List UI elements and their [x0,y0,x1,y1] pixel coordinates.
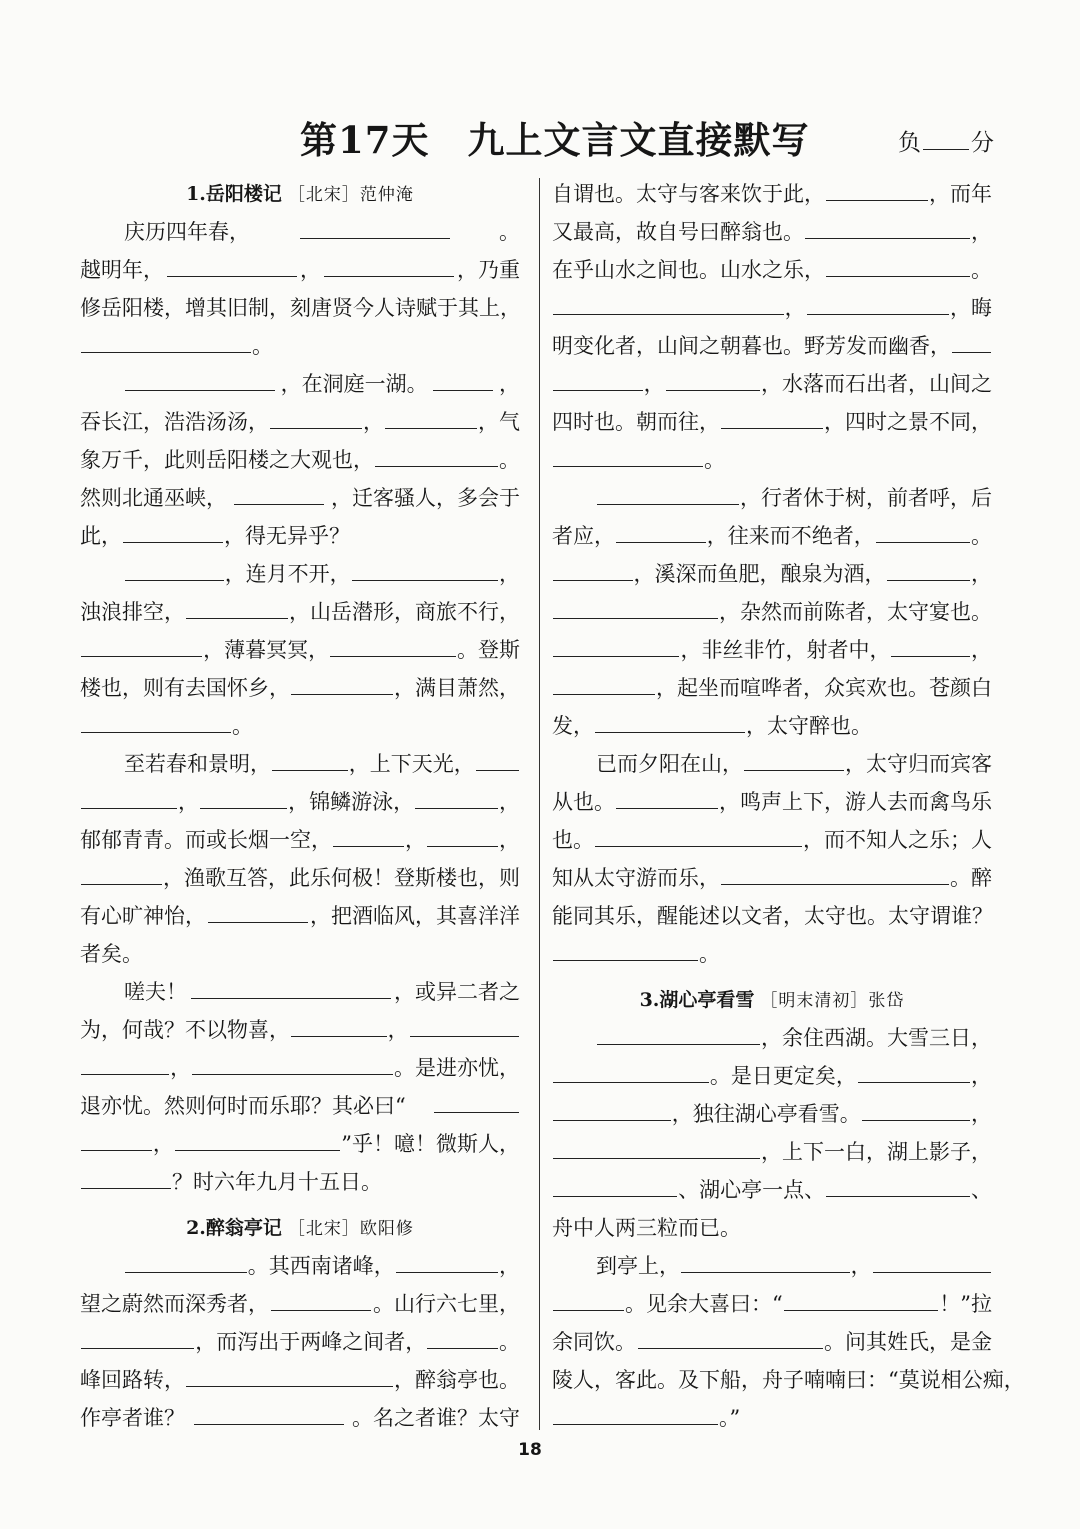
text-line [80,1361,520,1399]
line-text: ， [643,372,665,396]
fill-blank[interactable] [553,560,633,581]
line-text: ， [784,296,806,320]
text-line [80,973,520,1011]
line-text: 。是日更定矣， [709,1064,857,1088]
fill-blank[interactable] [638,1328,823,1349]
line-text: 修岳阳楼，增其旧制，刻唐贤今人诗赋于其上， [80,296,521,320]
text-line [552,1057,992,1095]
fill-blank[interactable] [427,1328,498,1349]
text-line [80,213,520,251]
text-line [80,1247,520,1285]
line-text: 。问其姓氏，是金 [824,1330,992,1354]
fill-blank[interactable] [291,1016,387,1037]
fill-blank[interactable] [175,1130,340,1151]
line-text: 此， [80,524,122,548]
line-text: 越明年， [80,258,164,282]
line-text: 嗟夫！ [124,980,187,1004]
fill-blank[interactable] [271,1290,371,1311]
line-text: 。醉 [950,866,992,890]
fill-blank[interactable] [186,1366,393,1387]
line-text: ， [971,220,992,244]
text-line [552,365,992,403]
text-line [552,745,992,783]
text-line [552,1399,992,1437]
text-line [80,631,520,669]
line-text: ， [300,258,321,282]
fill-blank[interactable] [81,1054,169,1075]
line-text: 庆历四年春， [124,220,250,244]
fill-blank[interactable] [597,484,739,505]
line-text: ！”拉 [939,1292,992,1316]
fill-blank[interactable] [81,864,162,885]
text-line [552,1361,1025,1399]
line-text: ，而泻出于两峰之间者， [195,1330,427,1354]
fill-blank[interactable] [330,636,456,657]
text-line [552,859,992,897]
line-text: ， [971,1102,992,1126]
text-line [80,365,520,403]
text-line [552,555,992,593]
text-line [80,479,520,517]
text-line [552,479,992,517]
fill-blank[interactable] [208,902,308,923]
line-text: ， [971,638,992,662]
text-line [80,593,520,631]
fill-blank[interactable] [891,636,970,657]
text-line [80,1323,520,1361]
fill-blank[interactable] [553,1100,671,1121]
fill-blank[interactable] [125,560,224,581]
line-text: 。 [699,942,720,966]
line-text: 有心旷神怡， [80,904,206,928]
line-text: ，非丝非竹，射者中， [680,638,891,662]
line-text: 。是进亦忧， [394,1056,520,1080]
section-title: 2.醉翁亭记 [186,1217,282,1239]
text-line [80,935,520,973]
fill-blank[interactable] [721,408,823,429]
line-text: 明变化者，山间之朝暮也。野芳发而幽香， [552,334,951,358]
fill-blank[interactable] [123,522,223,543]
line-text: 在乎山水之间也。山水之乐， [552,258,825,282]
fill-blank[interactable] [194,1404,344,1425]
section-heading [552,981,992,1019]
line-text: ，水落而石出者，山间之 [761,372,992,396]
line-text: 、 [971,1178,992,1202]
line-text: ，溪深而鱼肥，酿泉为酒， [633,562,886,586]
text-line [552,935,992,973]
fill-blank[interactable] [81,332,251,353]
text-line [552,1095,992,1133]
line-text: 。 [971,524,992,548]
line-text: 。 [499,448,520,472]
line-text: ， [387,1018,409,1042]
fill-blank[interactable] [434,1092,519,1113]
fill-blank[interactable] [167,256,297,277]
text-line [552,1209,992,1247]
text-line [80,327,520,365]
line-text: ，起坐而喧哗者，众宾欢也。苍颜白 [656,676,992,700]
page-number: 18 [518,1440,542,1460]
line-text: 知从太守游而乐， [552,866,720,890]
fill-blank[interactable] [125,1252,247,1273]
fill-blank[interactable] [553,674,655,695]
line-text: ，上下一白，湖上影子， [761,1140,992,1164]
section-author: ［北宋］范仲淹 [287,185,414,205]
text-line [552,897,992,935]
fill-blank[interactable] [476,750,519,771]
text-line [552,1133,992,1171]
line-text: ，得无异乎？ [224,524,350,548]
line-text: ， [405,828,426,852]
text-line [552,213,992,251]
text-line [552,1285,992,1323]
line-text: 已而夕阳在山， [596,752,743,776]
line-text: 峰回路转， [80,1368,185,1392]
line-text: ，连月不开， [224,562,351,586]
line-text: 自谓也。太守与客来饮于此， [552,182,825,206]
line-text: 者应， [552,524,615,548]
line-text: 为，何哉？不以物喜， [80,1018,290,1042]
text-line [80,1049,520,1087]
text-line [552,327,992,365]
text-line [552,1247,992,1285]
fill-blank[interactable] [553,294,784,315]
fill-blank[interactable] [876,522,970,543]
text-line [552,707,992,745]
fill-blank[interactable] [858,1062,970,1083]
score-blank[interactable] [923,127,969,150]
line-text: 楼也，则有去国怀乡， [80,676,290,700]
text-line [80,517,520,555]
fill-blank[interactable] [826,256,970,277]
line-text: ， [850,1254,872,1278]
text-line [80,669,520,707]
line-text: 能同其乐，醒能述以文者，太守也。太守谓谁？ [552,904,993,928]
line-text: 四时也。朝而往， [552,410,720,434]
line-text: 从也。 [552,790,615,814]
fill-blank[interactable] [597,1024,760,1045]
fill-blank[interactable] [186,598,288,619]
line-text: ，上下天光， [348,752,475,776]
line-text: 。” [719,1406,741,1430]
fill-blank[interactable] [415,788,498,809]
text-line [552,175,992,213]
text-line [552,289,992,327]
fill-blank[interactable] [333,826,404,847]
fill-blank[interactable] [125,370,275,391]
text-line [552,631,992,669]
fill-blank[interactable] [81,636,202,657]
line-text: ， [499,790,521,814]
line-text: ，杂然而前陈者，太守宴也。 [719,600,992,624]
line-text: 。其西南诸峰， [247,1254,395,1278]
text-line [552,1323,992,1361]
line-text: 至若春和景明， [124,752,271,776]
text-line [552,669,992,707]
line-text: ，满目萧然， [394,676,520,700]
fill-blank[interactable] [553,1404,718,1425]
section-heading [80,175,520,213]
fill-blank[interactable] [826,1176,970,1197]
line-text: 也。 [552,828,594,852]
line-text: 退亦忧。然则何时而乐耶？其必曰“ [80,1094,406,1118]
fill-blank[interactable] [784,1290,939,1311]
fill-blank[interactable] [81,788,177,809]
line-text: ？时六年九月十五日。 [172,1170,382,1194]
line-text: ，行者休于树，前者呼，后 [740,486,992,510]
fill-blank[interactable] [433,370,493,391]
line-text: ，往来而不绝者， [706,524,875,548]
text-line [552,441,992,479]
line-text: 浊浪排空， [80,600,185,624]
line-text: ，迁客骚人，多会于 [331,486,520,510]
text-line [552,593,992,631]
fill-blank[interactable] [81,1168,171,1189]
fill-blank[interactable] [200,788,287,809]
fill-blank[interactable] [81,712,231,733]
fill-blank[interactable] [385,408,477,429]
line-text: ，余住西湖。大雪三日， [761,1026,992,1050]
line-text: ，而不知人之乐；人 [803,828,992,852]
fill-blank[interactable] [553,598,718,619]
fill-blank[interactable] [553,1138,760,1159]
line-text: ， [499,562,520,586]
fill-blank[interactable] [807,294,949,315]
fill-blank[interactable] [553,1062,709,1083]
fill-blank[interactable] [826,180,928,201]
fill-blank[interactable] [291,674,393,695]
fill-blank[interactable] [427,826,498,847]
right-column [552,175,1025,1437]
score-prefix: 负 [898,130,921,156]
fill-blank[interactable] [666,370,760,391]
line-text: 又最高，故自号曰醉翁也。 [552,220,804,244]
line-text: ， [499,1254,520,1278]
fill-blank[interactable] [952,332,991,353]
line-text: ，而年 [929,182,992,206]
line-text: ，把酒临风，其喜洋洋 [310,904,520,928]
text-line [80,1163,520,1201]
line-text: ，或异二者之 [394,980,520,1004]
section-title: 3.湖心亭看雪 [639,989,755,1011]
left-column [80,175,520,1437]
line-text: 。 [971,258,992,282]
text-line [552,251,992,289]
fill-blank[interactable] [300,218,450,239]
line-text: ，薄暮冥冥， [203,638,330,662]
text-line [80,783,520,821]
fill-blank[interactable] [887,560,970,581]
text-line [80,707,520,745]
text-line [80,1399,520,1437]
fill-blank[interactable] [272,750,348,771]
text-line [80,441,520,479]
text-line [80,289,520,327]
text-line [80,555,520,593]
line-text: 。 [704,448,725,472]
line-text: 到亭上， [596,1254,680,1278]
fill-blank[interactable] [410,1016,519,1037]
line-text: 陵人，客此。及下船，舟子喃喃曰：“莫说相公痴， [552,1368,1025,1392]
line-text: 。 [499,1330,520,1354]
text-line [552,821,992,859]
line-text: 然则北通巫峡， [80,486,227,510]
line-text: ，乃重 [457,258,520,282]
text-line [80,1087,520,1125]
line-text: 郁郁青青。而或长烟一空， [80,828,332,852]
text-line [80,859,520,897]
text-line [80,403,520,441]
text-line [552,783,992,821]
fill-blank[interactable] [805,218,970,239]
line-text: ，晦 [950,296,992,320]
fill-blank[interactable] [81,1328,194,1349]
line-text: 、湖心亭一点、 [678,1178,826,1202]
line-text: ，太守归而宾客 [845,752,992,776]
line-text: 。山行六七里， [373,1292,520,1316]
fill-blank[interactable] [553,446,703,467]
fill-blank[interactable] [324,256,454,277]
fill-blank[interactable] [553,1176,677,1197]
line-text: 。 [232,714,253,738]
line-text: ，气 [478,410,520,434]
fill-blank[interactable] [375,446,498,467]
line-text: ，在洞庭一湖。 [280,372,428,396]
fill-blank[interactable] [744,750,844,771]
section-author: ［北宋］欧阳修 [287,1219,414,1239]
line-text: ，锦鳞游泳， [288,790,415,814]
column-divider [539,178,540,1430]
fill-blank[interactable] [862,1100,970,1121]
line-text: ，太守醉也。 [746,714,872,738]
text-line [552,1019,992,1057]
line-text: 发， [552,714,594,738]
line-text: ， [499,828,520,852]
line-text: 作亭者谁？ [80,1406,185,1430]
fill-blank[interactable] [234,484,324,505]
text-line [552,1171,992,1209]
page-title: 第17天 九上文言文直接默写 [300,118,810,162]
fill-blank[interactable] [81,1130,152,1151]
fill-blank[interactable] [616,522,706,543]
line-text: 吞长江，浩浩汤汤， [80,410,269,434]
section-title: 1.岳阳楼记 [186,183,282,205]
line-text: ， [971,1064,992,1088]
line-text: ，独往湖心亭看雪。 [671,1102,861,1126]
line-text: ，渔歌互答，此乐何极！登斯楼也，则 [163,866,520,890]
section-heading [80,1209,520,1247]
line-text: ， [971,562,992,586]
fill-blank[interactable] [352,560,498,581]
fill-blank[interactable] [681,1252,850,1273]
fill-blank[interactable] [873,1252,991,1273]
text-line [80,1125,520,1163]
fill-blank[interactable] [616,788,718,809]
fill-blank[interactable] [595,712,745,733]
text-line [80,251,520,289]
line-text: ， [177,790,199,814]
fill-blank[interactable] [721,864,949,885]
line-text: 。名之者谁？太守 [352,1406,520,1430]
fill-blank[interactable] [595,826,802,847]
line-text: 。 [499,220,520,244]
fill-blank[interactable] [553,940,698,961]
line-text: 。见余大喜曰：“ [624,1292,783,1316]
line-text: 。登斯 [457,638,520,662]
fill-blank[interactable] [553,1290,624,1311]
text-line [80,821,520,859]
line-text: 望之蔚然而深秀者， [80,1292,269,1316]
fill-blank[interactable] [192,1054,393,1075]
line-text: 者矣。 [80,942,143,966]
text-line [80,1285,520,1323]
line-text: ，山岳潜形，商旅不行， [289,600,520,624]
fill-blank[interactable] [553,370,643,391]
score-suffix: 分 [971,130,994,156]
text-line [80,897,520,935]
line-text: 象万千，此则岳阳楼之大观也， [80,448,374,472]
fill-blank[interactable] [553,636,679,657]
line-text: ，鸣声上下，游人去而禽鸟乐 [719,790,992,814]
line-text: ，醉翁亭也。 [394,1368,520,1392]
line-text: ， [170,1056,192,1080]
score-field [898,124,994,157]
line-text: 舟中人两三粒而已。 [552,1216,741,1240]
line-text: ”乎！噫！微斯人， [341,1132,520,1156]
line-text: ， [363,410,384,434]
line-text: 余同饮。 [552,1330,636,1354]
text-line [552,403,992,441]
text-line [80,745,520,783]
line-text: ，四时之景不同， [824,410,992,434]
line-text: ， [498,372,520,396]
fill-blank[interactable] [270,408,362,429]
text-line [80,1011,520,1049]
section-author: ［明末清初］张岱 [760,991,905,1011]
fill-blank[interactable] [396,1252,498,1273]
line-text: ， [152,1132,174,1156]
line-text: 。 [252,334,273,358]
fill-blank[interactable] [191,978,391,999]
text-line [552,517,992,555]
